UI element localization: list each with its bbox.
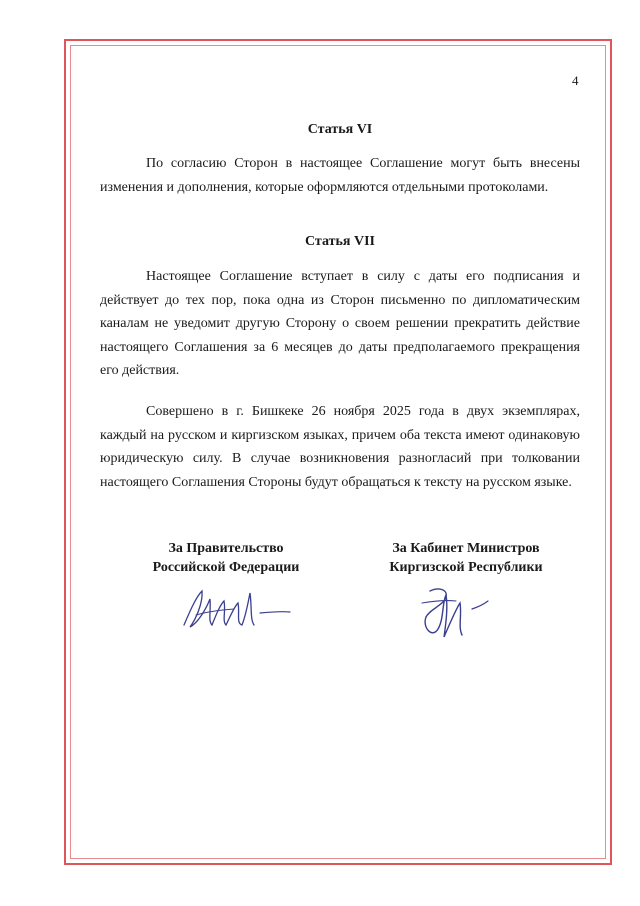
signatory-line-2: Киргизской Республики <box>389 560 543 575</box>
signature-block-kyrgyzstan <box>356 539 576 577</box>
article-6-title: Статья VI <box>307 122 373 137</box>
signatory-line-2: Российской Федерации <box>152 560 300 575</box>
signatory-line-1: За Кабинет Министров <box>392 541 540 556</box>
article-7-title: Статья VII <box>305 234 375 249</box>
article-7-text: Настоящее Соглашение вступает в силу с даты его подписания и действует до тех пор, пока одна из Сторон письменно по дипломатическим каналам не уведомит другую Сторону о своем решении прекратить действие настоящего Соглашения за 6 месяцев до даты предполагаемого прекращения его действия. <box>100 269 580 378</box>
page-number: 4 <box>572 73 579 88</box>
closing-text: Совершено в г. Бишкеке 26 ноября 2025 года в двух экземплярах, каждый на русском и киргизском языках, причем оба текста имеют одинаковую юридическую силу. В случае возникновения разногласий при толковании настоящего Соглашения Стороны будут обращаться к тексту на русском языке. <box>100 404 580 490</box>
signature-block-russia <box>116 539 336 577</box>
handwritten-signature-kyrgyzstan <box>416 583 506 643</box>
signatory-line-1: За Правительство <box>168 541 284 556</box>
article-6-text: По согласию Сторон в настоящее Соглашение могут быть внесены изменения и дополнения, которые оформляются отдельными протоколами. <box>100 156 580 195</box>
handwritten-signature-russia <box>176 585 296 635</box>
